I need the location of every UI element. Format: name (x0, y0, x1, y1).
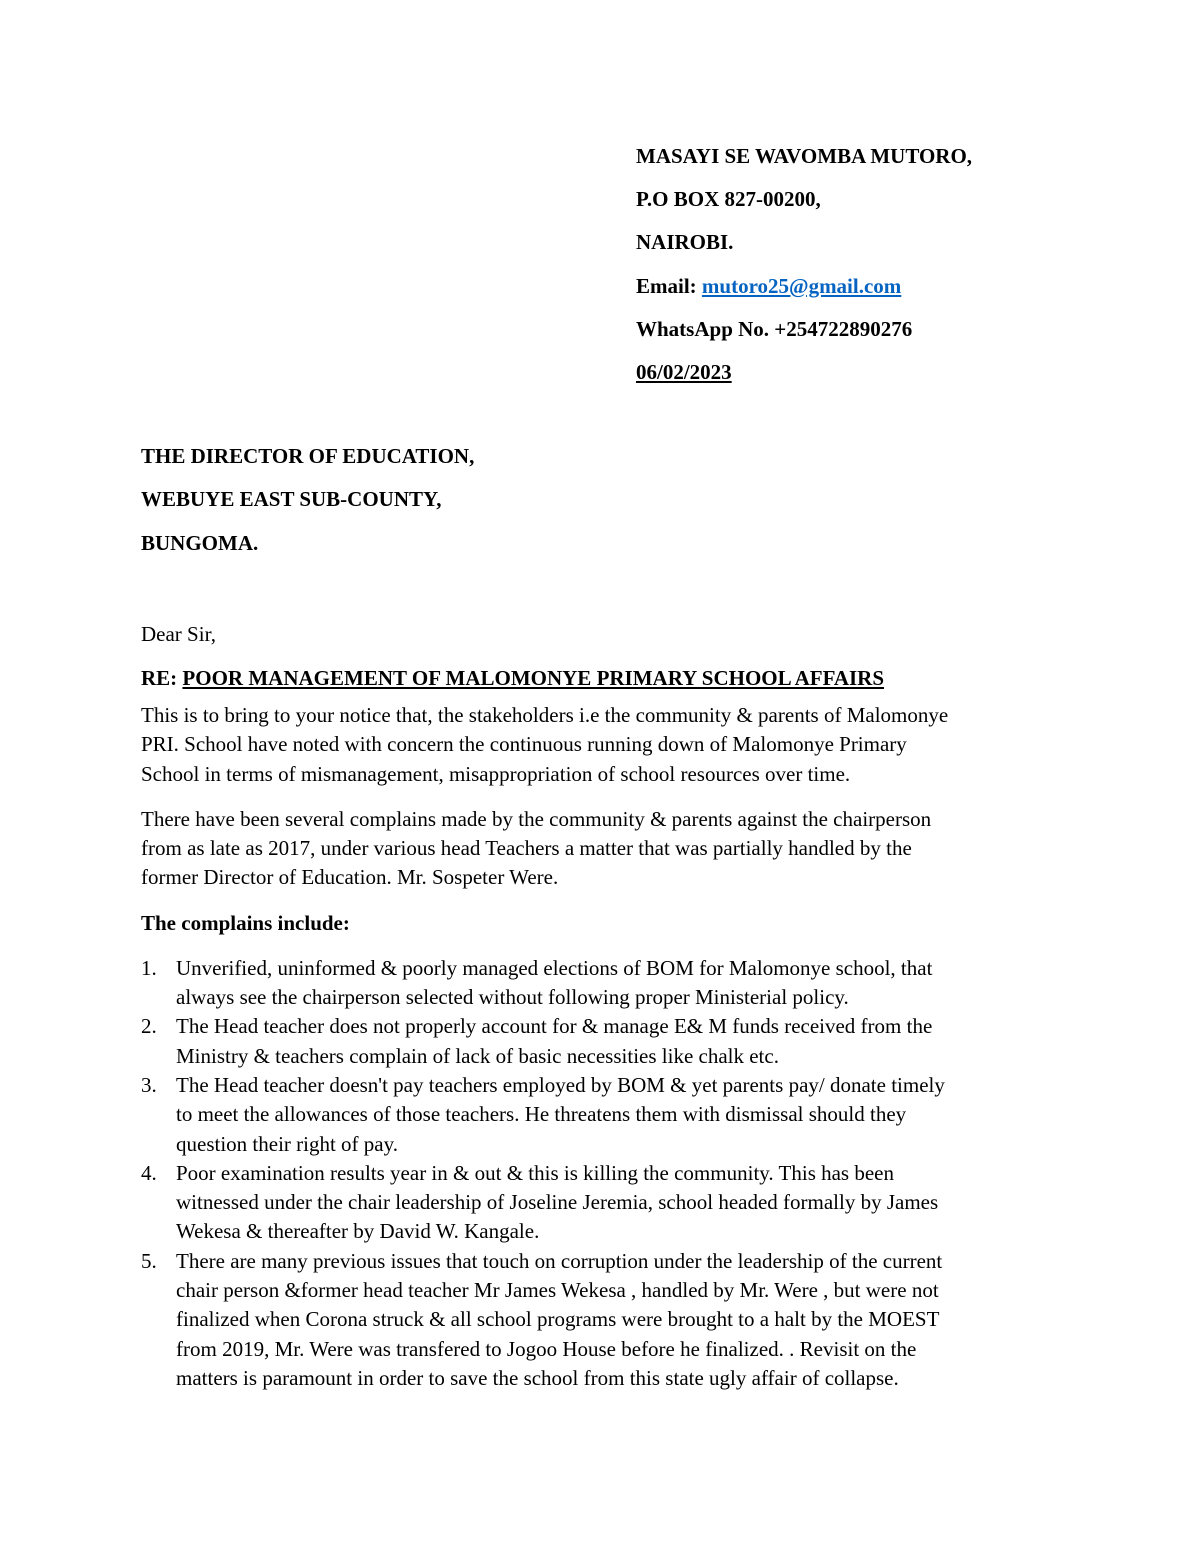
list-item-line: The Head teacher doesn't pay teachers employed by BOM & yet parents pay/ donate timely (176, 1072, 945, 1097)
list-item-line: Wekesa & thereafter by David W. Kangale. (176, 1219, 540, 1244)
salutation: Dear Sir, (141, 622, 216, 646)
list-item (141, 954, 1061, 1013)
paragraph-line: There have been several complains made by the community & parents against the chairperson (141, 806, 932, 831)
list-item (141, 1159, 1061, 1247)
recipient-county: BUNGOMA. (141, 530, 259, 555)
list-item-line: Ministry & teachers complain of lack of basic necessities like chalk etc. (176, 1043, 779, 1068)
sender-whatsapp: WhatsApp No. +254722890276 (636, 316, 913, 341)
sender-po-box: P.O BOX 827-00200, (636, 187, 821, 212)
list-item (141, 1071, 1061, 1159)
paragraph-line: This is to bring to your notice that, the stakeholders i.e the community & parents of Malomonye (141, 703, 949, 727)
complaints-heading: The complains include: (141, 910, 350, 935)
paragraph-line: PRI. School have noted with concern the continuous running down of Malomonye Primary (141, 732, 907, 757)
list-item (141, 1012, 1061, 1071)
list-item-line: finalized when Corona struck & all school programs were brought to a halt by the MOEST (176, 1307, 940, 1332)
letter-body (141, 618, 1061, 1393)
list-number: 5. (141, 1248, 157, 1273)
complaints-list (141, 954, 1061, 1393)
letter-date-line (636, 356, 1156, 399)
list-number: 1. (141, 955, 157, 980)
list-item-line: always see the chairperson selected without following proper Ministerial policy. (176, 985, 849, 1010)
list-number: 4. (141, 1160, 157, 1185)
list-number: 3. (141, 1072, 157, 1097)
subject-prefix: RE: (141, 666, 178, 690)
recipient-address-block (141, 440, 841, 570)
sender-email-line (636, 270, 1156, 313)
paragraph-line: School in terms of mismanagement, misappropriation of school resources over time. (141, 761, 851, 786)
email-link[interactable]: mutoro25@gmail.com (701, 273, 902, 298)
paragraph-intro (141, 701, 1061, 789)
recipient-title: THE DIRECTOR OF EDUCATION, (141, 444, 475, 468)
subject-line (141, 662, 1061, 695)
list-item (141, 1247, 1061, 1393)
paragraph-complaints-history (141, 805, 1061, 893)
list-number: 2. (141, 1014, 157, 1039)
sender-address-block (636, 140, 1156, 399)
email-label: Email: (636, 273, 697, 298)
list-item-line: Unverified, uninformed & poorly managed elections of BOM for Malomonye school, that (176, 955, 933, 980)
paragraph-line: former Director of Education. Mr. Sospeter Were. (141, 865, 559, 890)
list-item-line: There are many previous issues that touch on corruption under the leadership of the current (176, 1248, 943, 1273)
list-item-line: witnessed under the chair leadership of Joseline Jeremia, school headed formally by James (176, 1190, 939, 1215)
list-item-line: Poor examination results year in & out & this is killing the community. This has been (176, 1160, 894, 1185)
sender-city: NAIROBI. (636, 230, 734, 255)
list-item-line: The Head teacher does not properly account for & manage E& M funds received from the (176, 1014, 933, 1039)
list-item-line: question their right of pay. (176, 1131, 399, 1156)
list-item-line: from 2019, Mr. Were was transfered to Jogoo House before he finalized. . Revisit on the (176, 1336, 917, 1361)
list-item-line: matters is paramount in order to save the school from this state ugly affair of collapse. (176, 1365, 899, 1390)
recipient-subcounty: WEBUYE EAST SUB-COUNTY, (141, 487, 442, 512)
list-item-line: to meet the allowances of those teachers. He threatens them with dismissal should they (176, 1102, 907, 1127)
letter-date: 06/02/2023 (636, 359, 732, 384)
paragraph-line: from as late as 2017, under various head Teachers a matter that was partially handled by the (141, 836, 912, 861)
subject-text: POOR MANAGEMENT OF MALOMONYE PRIMARY SCHOOL AFFAIRS (182, 666, 885, 690)
list-item-line: chair person &former head teacher Mr James Wekesa , handled by Mr. Were , but were not (176, 1278, 939, 1303)
sender-name: MASAYI SE WAVOMBA MUTORO, (636, 144, 973, 168)
